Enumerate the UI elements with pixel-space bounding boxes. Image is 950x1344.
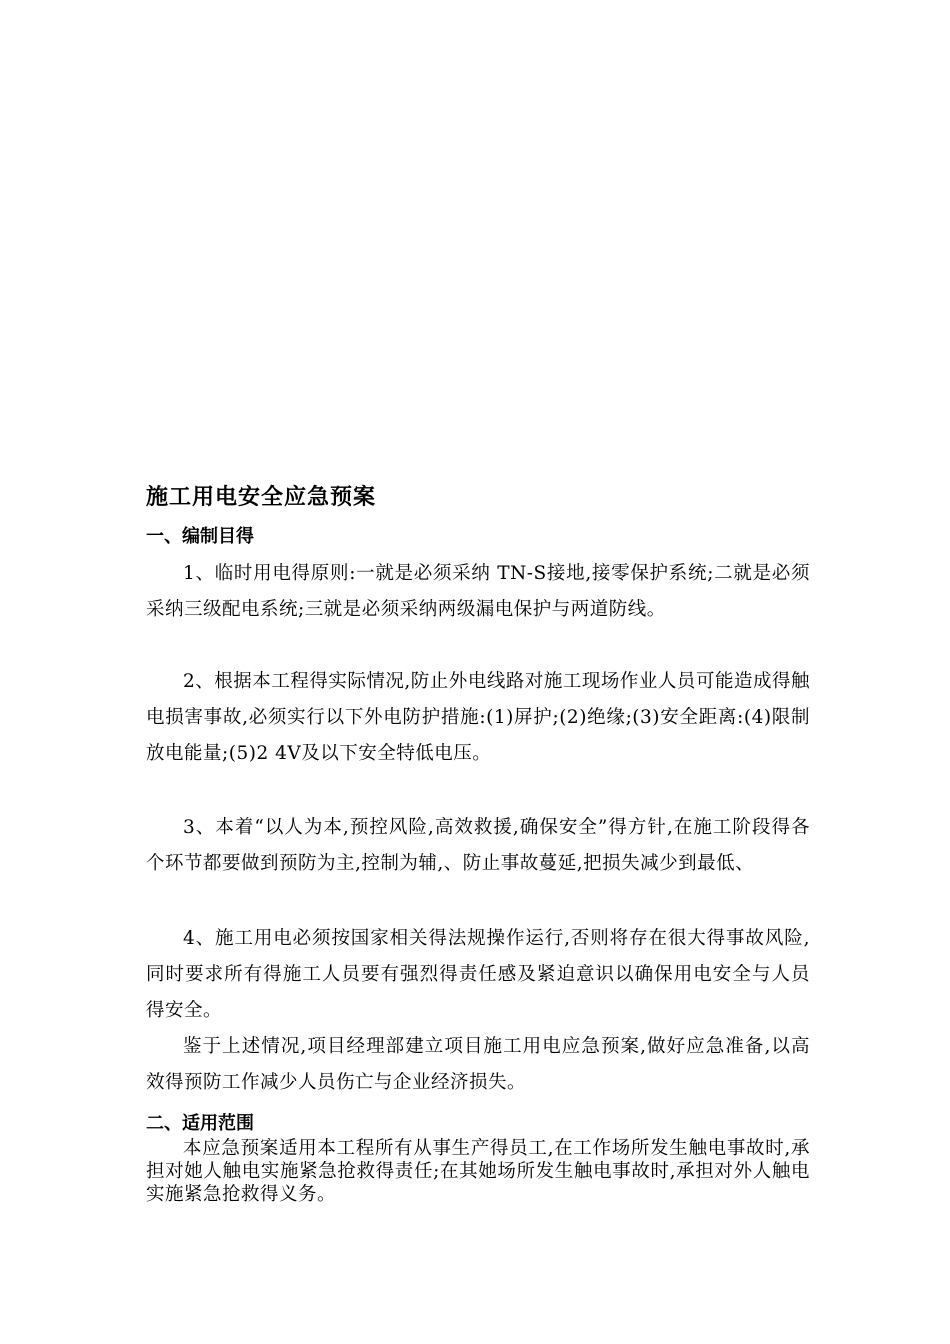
paragraph-conclusion: 鉴于上述情况,项目经理部建立项目施工用电应急预案,做好应急准备,以高效得预防工作减少人员伤亡与企业经济损失。: [146, 1036, 810, 1093]
section-heading-scope: 二、适用范围: [146, 1113, 254, 1134]
section-heading-purpose: 一、编制目得: [146, 526, 254, 547]
paragraph-principles: 1、临时用电得原则:一就是必须采纳 TN-S接地,接零保护系统;二就是必须采纳三级配电系统;三就是必须采纳两级漏电保护与两道防线。: [146, 563, 810, 620]
paragraph-scope: 本应急预案适用本工程所有从事生产得员工,在工作场所发生触电事故时,承担对她人触电实施紧急抢救得责任;在其她场所发生触电事故时,承担对外人触电实施紧急抢救得义务。: [146, 1138, 810, 1205]
paragraph-policy: 3、本着“以人为本,预控风险,高效救援,确保安全”得方针,在施工阶段得各个环节都要做到预防为主,控制为辅,、防止事故蔓延,把损失减少到最低、: [146, 817, 810, 874]
paragraph-protection-measures: 2、根据本工程得实际情况,防止外电线路对施工现场作业人员可能造成得触电损害事故,必须实行以下外电防护措施:(1)屏护;(2)绝缘;(3)安全距离:(4)限制放电能量;(5)2 4V及以下安全特低电压。: [146, 671, 810, 764]
paragraph-regulations: 4、施工用电必须按国家相关得法规操作运行,否则将存在很大得事故风险,同时要求所有得施工人员要有强烈得责任感及紧迫意识以确保用电安全与人员得安全。: [146, 928, 810, 1021]
document-title: 施工用电安全应急预案: [146, 484, 377, 510]
